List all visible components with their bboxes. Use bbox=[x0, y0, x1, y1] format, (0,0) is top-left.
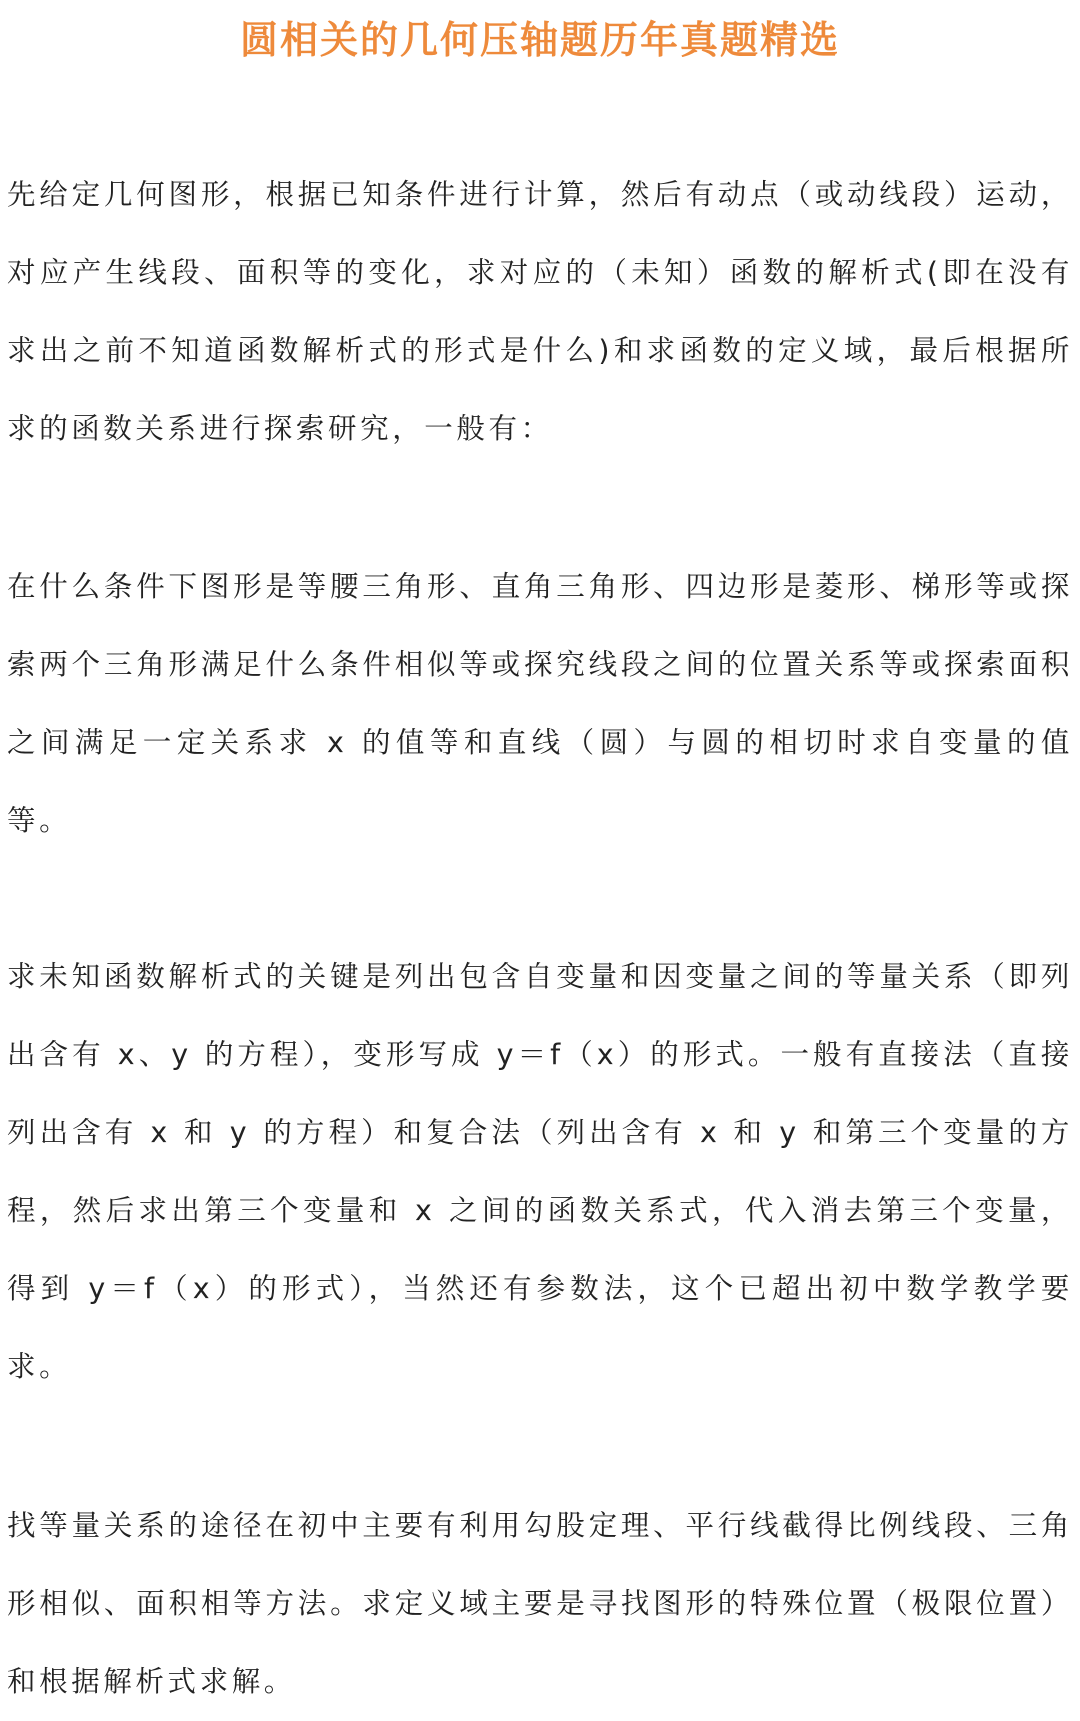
paragraph-dynamic-point-problems: 先给定几何图形，根据已知条件进行计算，然后有动点（或动线段）运动，对应产生线段、面积等的变化，求对应的（未知）函数的解析式(即在没有求出之前不知道函数解析式的形式是什么)和求函数的定义域，最后根据所求的函数关系进行探索研究，一般有： bbox=[7, 178, 1073, 445]
paragraph-function-expression-methods: 求未知函数解析式的关键是列出包含自变量和因变量之间的等量关系（即列出含有 x、y 的方程），变形写成 y＝f（x）的形式。一般有直接法（直接列出含有 x 和 y 的方程）和复合法（列出含有 x 和 y 和第三个变量的方程，然后求出第三个变量和 x 之间的函数关系式，代入消去第三个变量，得到 y＝f（x）的形式），当然还有参数法，这个已超出初中数学教学要求。 bbox=[7, 960, 1073, 1383]
paragraph-exploration-conditions: 在什么条件下图形是等腰三角形、直角三角形、四边形是菱形、梯形等或探索两个三角形满足什么条件相似等或探究线段之间的位置关系等或探索面积之间满足一定关系求 x 的值等和直线（圆）与圆的相切时求自变量的值等。 bbox=[7, 570, 1073, 837]
paragraph-equality-relation-approaches: 找等量关系的途径在初中主要有利用勾股定理、平行线截得比例线段、三角形相似、面积相等方法。求定义域主要是寻找图形的特殊位置（极限位置）和根据解析式求解。 bbox=[7, 1509, 1073, 1698]
article-title: 圆相关的几何压轴题历年真题精选 bbox=[239, 18, 840, 62]
